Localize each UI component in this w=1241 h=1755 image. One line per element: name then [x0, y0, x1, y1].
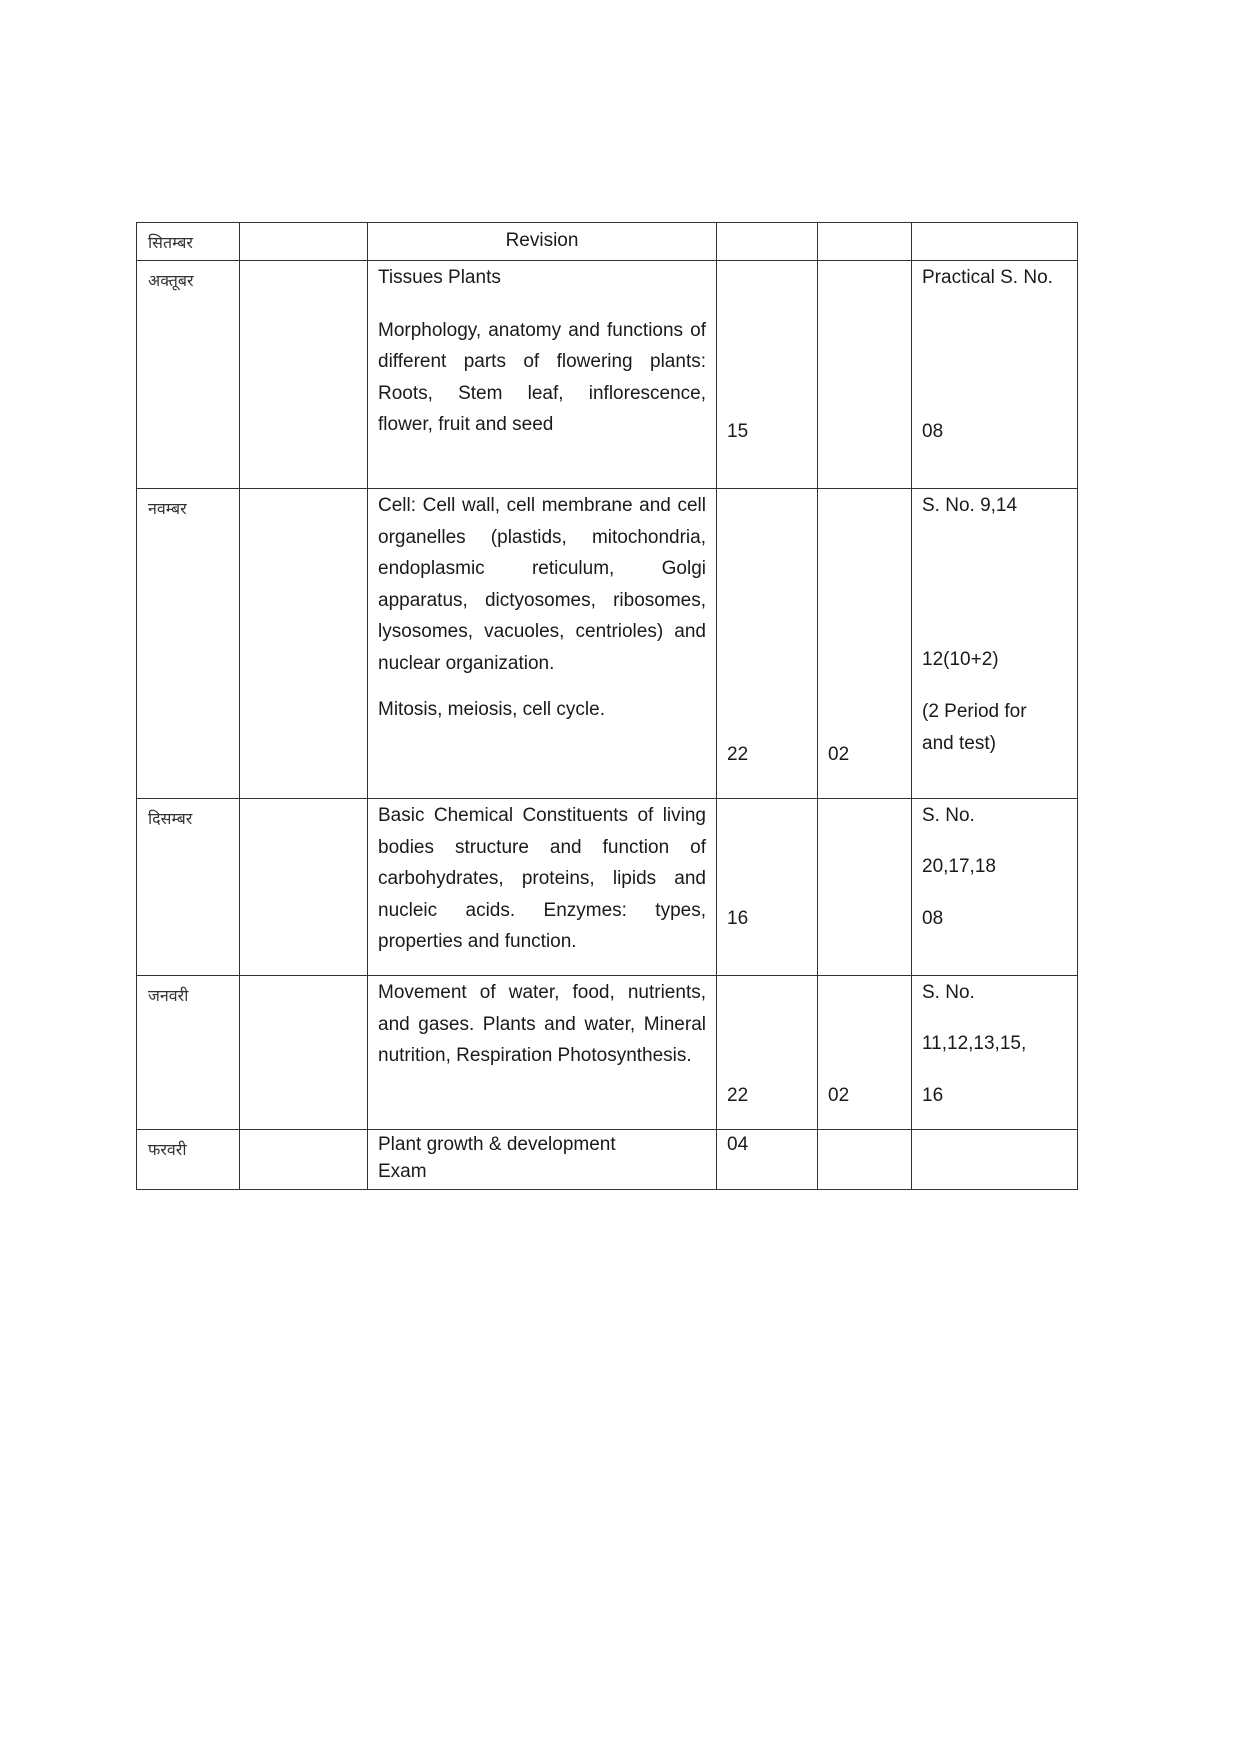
practical-cell: [912, 976, 1078, 1130]
practical-line: 16: [922, 1085, 944, 1106]
blank-cell: [240, 261, 368, 489]
periods-cell: [717, 1130, 818, 1190]
practical-line: 08: [922, 421, 944, 442]
practical-cell: [912, 223, 1078, 261]
topic-cell: [368, 489, 717, 799]
table-row: [137, 223, 1078, 261]
tests-cell: [818, 976, 912, 1130]
practical-cell: [912, 799, 1078, 976]
table-row: [137, 261, 1078, 489]
periods-value: 15: [727, 421, 749, 442]
topic-line: Mitosis, meiosis, cell cycle.: [378, 699, 605, 720]
tests-cell: [818, 1130, 912, 1190]
periods-cell: [717, 976, 818, 1130]
blank-cell: [240, 489, 368, 799]
tests-cell: [818, 261, 912, 489]
syllabus-table: [136, 222, 1078, 1190]
periods-cell: [717, 799, 818, 976]
table-row: [137, 976, 1078, 1130]
practical-cell: [912, 489, 1078, 799]
topic-line: Plant growth & development: [378, 1134, 616, 1155]
periods-cell: [717, 261, 818, 489]
topic-line: Basic Chemical Constituents of living bodies structure and function of carbohydrates, proteins, lipids and nucleic acids. Enzymes: types, properties and function.: [378, 805, 706, 952]
month-cell: फरवरी: [137, 1130, 240, 1190]
topic-cell: [368, 223, 717, 261]
periods-value: 04: [727, 1134, 749, 1155]
periods-value: 22: [727, 744, 749, 765]
tests-cell: [818, 223, 912, 261]
practical-line: Practical S. No.: [922, 267, 1053, 288]
blank-cell: [240, 1130, 368, 1190]
practical-line: S. No.: [922, 805, 975, 826]
blank-cell: [240, 799, 368, 976]
periods-value: 22: [727, 1085, 749, 1106]
periods-value: 16: [727, 908, 749, 929]
topic-cell: [368, 799, 717, 976]
table-row: [137, 1130, 1078, 1190]
topic-cell: [368, 1130, 717, 1190]
practical-line: 08: [922, 908, 944, 929]
topic-line: Morphology, anatomy and functions of different parts of flowering plants: Roots, Stem leaf, inflorescence, flower, fruit and seed: [378, 319, 706, 435]
tests-cell: [818, 799, 912, 976]
tests-value: 02: [828, 744, 850, 765]
practical-line: 12(10+2): [922, 649, 999, 670]
topic-line: Cell: Cell wall, cell membrane and cell organelles (plastids, mitochondria, endoplasmic reticulum, Golgi apparatus, dictyosomes, ribosomes, lysosomes, vacuoles, centrioles) and nuclear organization.: [378, 495, 706, 674]
practical-line: S. No. 9,14: [922, 495, 1018, 516]
month-cell: नवम्बर: [137, 489, 240, 799]
month-cell: जनवरी: [137, 976, 240, 1130]
blank-cell: [240, 976, 368, 1130]
practical-line: S. No.: [922, 982, 975, 1003]
month-cell: सितम्बर: [137, 223, 240, 261]
month-cell: अक्तूबर: [137, 261, 240, 489]
practical-line: 11,12,13,15,: [922, 1033, 1027, 1054]
topic-line: Movement of water, food, nutrients, and gases. Plants and water, Mineral nutrition, Respiration Photosynthesis.: [378, 982, 706, 1066]
month-cell: दिसम्बर: [137, 799, 240, 976]
topic-line: Tissues Plants: [378, 267, 501, 288]
topic-text: Revision: [505, 230, 579, 251]
periods-cell: [717, 489, 818, 799]
topic-cell: [368, 976, 717, 1130]
practical-line: 20,17,18: [922, 856, 996, 877]
periods-cell: [717, 223, 818, 261]
table-row: [137, 799, 1078, 976]
tests-cell: [818, 489, 912, 799]
practical-cell: [912, 1130, 1078, 1190]
table-row: [137, 489, 1078, 799]
topic-line: Exam: [378, 1161, 427, 1182]
practical-line: (2 Period for and test): [922, 701, 1027, 754]
topic-cell: [368, 261, 717, 489]
practical-cell: [912, 261, 1078, 489]
tests-value: 02: [828, 1085, 850, 1106]
blank-cell: [240, 223, 368, 261]
